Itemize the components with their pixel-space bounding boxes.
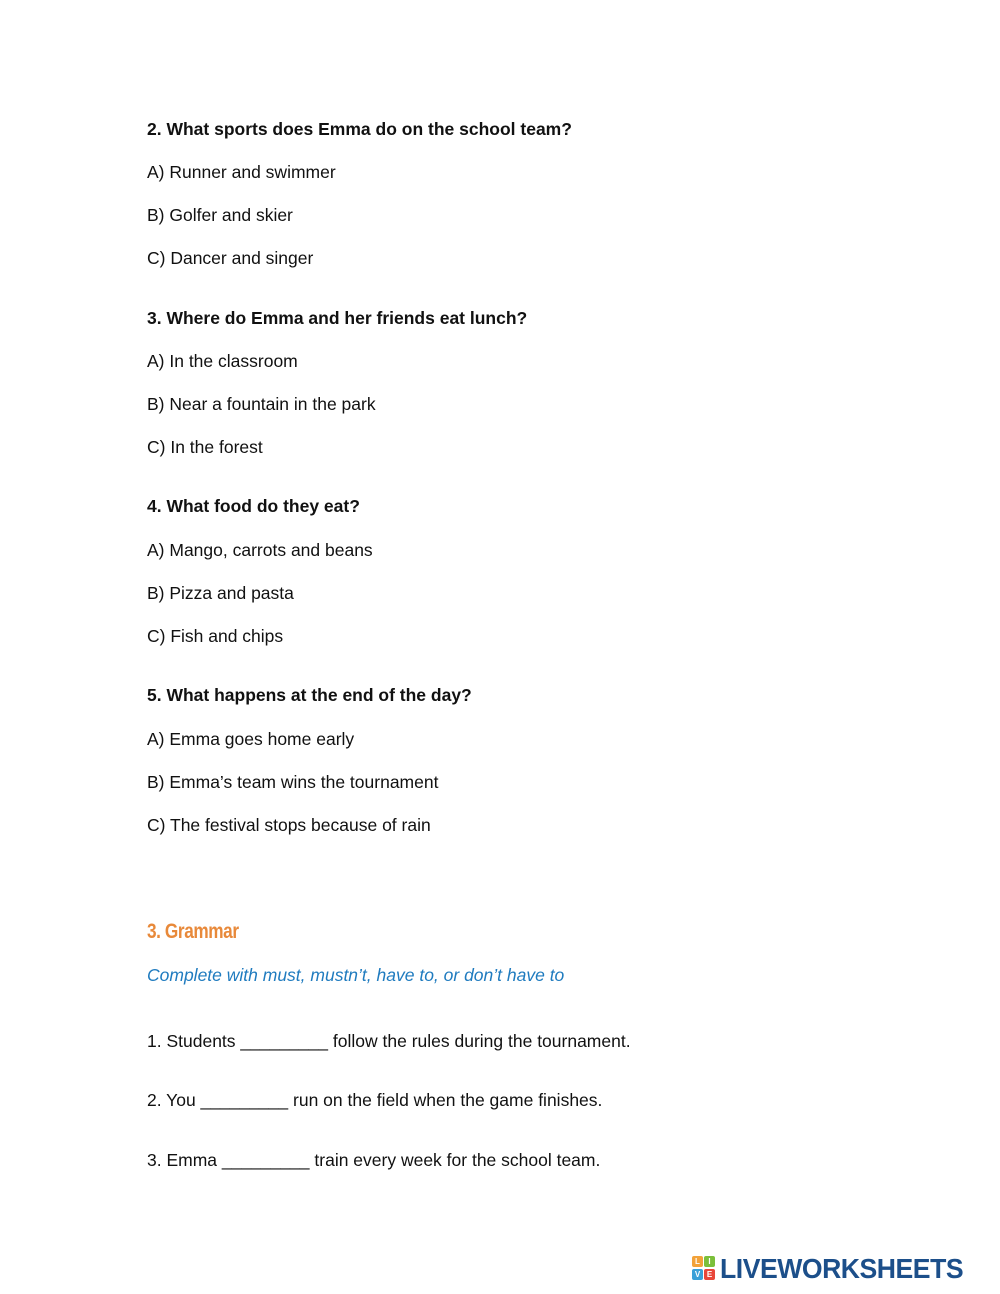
liveworksheets-logo-text: LIVEWORKSHEETS xyxy=(720,1253,964,1284)
grammar-item-1-start: 1. Students xyxy=(147,1031,236,1051)
logo-mark-l: L xyxy=(692,1256,703,1267)
grammar-item-1-end: follow the rules during the tournament. xyxy=(332,1031,631,1051)
logo-mark-v: V xyxy=(692,1269,703,1280)
grammar-item-1-blank[interactable]: _________ xyxy=(240,1031,329,1051)
q4-option-c[interactable]: C) Fish and chips xyxy=(147,626,284,646)
grammar-instructions: Complete with must, mustn’t, have to, or don’t have to xyxy=(147,965,565,985)
question-2: 2. What sports does Emma do on the school team? xyxy=(147,119,572,139)
question-4: 4. What food do they eat? xyxy=(147,496,360,516)
grammar-item-3-start: 3. Emma xyxy=(147,1150,218,1170)
q4-option-b[interactable]: B) Pizza and pasta xyxy=(147,583,294,603)
question-3: 3. Where do Emma and her friends eat lunch? xyxy=(147,308,528,328)
grammar-item-1 xyxy=(147,1030,631,1052)
logo-mark-e: E xyxy=(704,1269,715,1280)
grammar-item-3-blank[interactable]: _________ xyxy=(221,1150,310,1170)
q5-option-a[interactable]: A) Emma goes home early xyxy=(147,729,355,749)
liveworksheets-logo[interactable] xyxy=(692,1252,976,1286)
grammar-item-2-start: 2. You xyxy=(147,1090,196,1110)
q2-option-a[interactable]: A) Runner and swimmer xyxy=(147,162,336,182)
q2-option-b[interactable]: B) Golfer and skier xyxy=(147,205,293,225)
q3-option-b[interactable]: B) Near a fountain in the park xyxy=(147,394,376,414)
logo-mark-i: I xyxy=(704,1256,715,1267)
q5-option-c[interactable]: C) The festival stops because of rain xyxy=(147,815,431,835)
grammar-item-2-end: run on the field when the game finishes. xyxy=(293,1090,603,1110)
question-5: 5. What happens at the end of the day? xyxy=(147,685,472,705)
grammar-item-2-blank[interactable]: _________ xyxy=(200,1090,289,1110)
grammar-item-3-end: train every week for the school team. xyxy=(314,1150,601,1170)
q5-option-b[interactable]: B) Emma’s team wins the tournament xyxy=(147,772,439,792)
q4-option-a[interactable]: A) Mango, carrots and beans xyxy=(147,540,373,560)
q3-option-a[interactable]: A) In the classroom xyxy=(147,351,298,371)
section-title-grammar: 3. Grammar xyxy=(147,920,239,943)
grammar-item-2 xyxy=(147,1089,602,1111)
grammar-item-3 xyxy=(147,1149,600,1171)
liveworksheets-logo-icon xyxy=(692,1256,716,1282)
q2-option-c[interactable]: C) Dancer and singer xyxy=(147,248,314,268)
q3-option-c[interactable]: C) In the forest xyxy=(147,437,263,457)
